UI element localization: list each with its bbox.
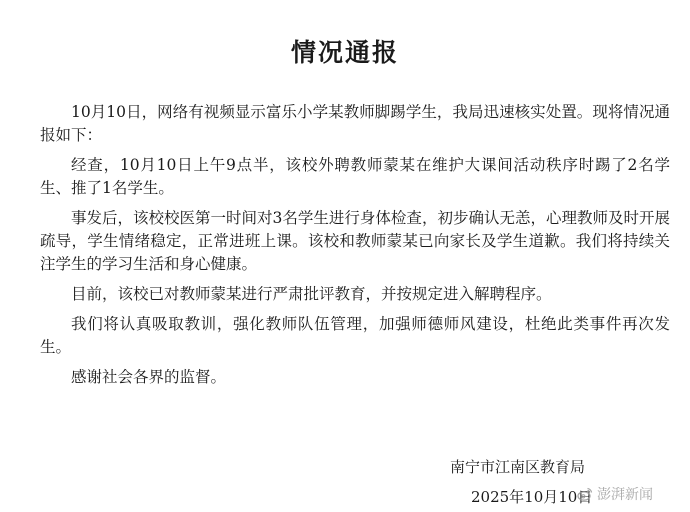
notice-title: 情况通报: [290, 38, 399, 67]
paragraph-thanks: 感谢社会各界的监督。: [71, 368, 227, 386]
paragraph-lessons: 我们将认真吸取教训，强化教师队伍管理，加强师德师风建设，杜绝此类事件再次发生。: [40, 315, 670, 356]
watermark-text: 澎湃新闻: [597, 487, 653, 503]
paragraph-aftermath: 事发后，该校校医第一时间对3名学生进行身体检查，初步确认无恙，心理教师及时开展疏导，学生情绪稳定，正常进班上课。该校和教师蒙某已向家长及学生道歉。我们将持续关注学生的学习生活和身心健康。: [40, 209, 670, 273]
paragraph-action: 目前，该校已对教师蒙某进行严肃批评教育，并按规定进入解聘程序。: [71, 285, 552, 303]
paragraph-findings: 经查，10月10日上午9点半，该校外聘教师蒙某在维护大课间活动秩序时踢了2名学生、推了1名学生。: [40, 156, 670, 197]
notice-body: [40, 101, 670, 396]
watermark: [577, 484, 653, 504]
weibo-icon: [577, 486, 593, 502]
paragraph-intro: 10月10日，网络有视频显示富乐小学某教师脚踢学生，我局迅速核实处置。现将情况通报如下：: [40, 103, 670, 144]
signature-date: 2025年10月10日: [471, 488, 593, 506]
signature-organization: 南宁市江南区教育局: [450, 458, 586, 476]
